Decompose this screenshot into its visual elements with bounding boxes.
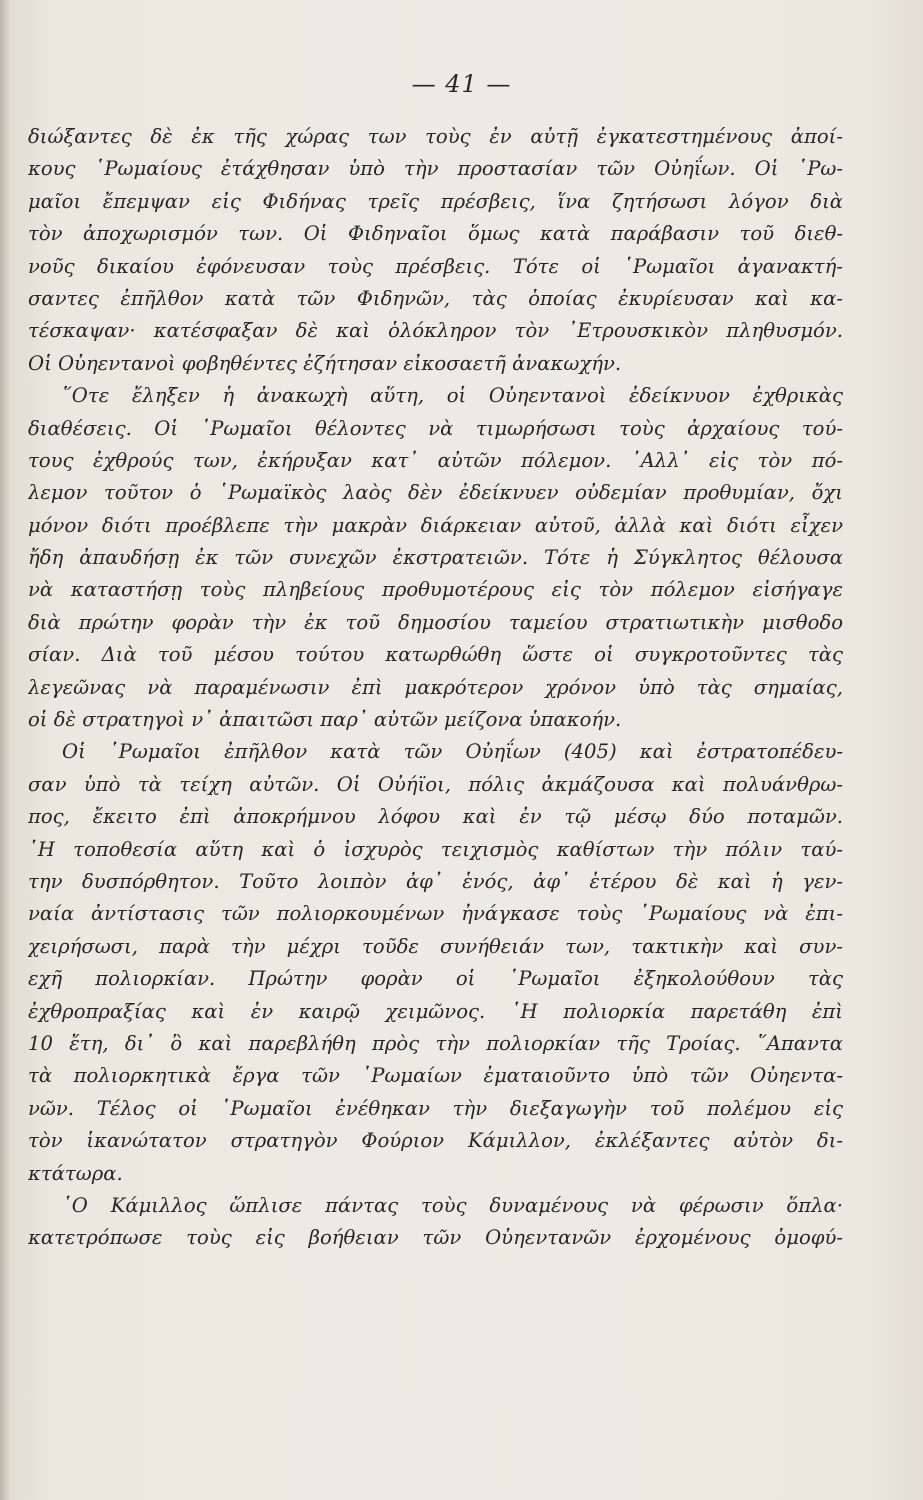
body-text [28,121,843,1255]
text-line: μόνον διότι προέβλεπε τὴν μακρὰν διάρκειαν αὐτοῦ, ἀλλὰ καὶ διότι εἶχεν [28,513,843,537]
text-line: ἤδη ἀπαυδήσῃ ἐκ τῶν συνεχῶν ἐκστρατειῶν. Τότε ἡ Σύγκλητος θέλουσα [28,546,843,570]
text-line: την δυσπόρθητον. Τοῦτο λοιπὸν ἀφ᾿ ἑνός, ἀφ᾿ ἑτέρου δὲ καὶ ἡ γεν- [28,869,843,893]
text-line: οἱ δὲ στρατηγοὶ ν᾿ ἀπαιτῶσι παρ᾿ αὐτῶν μείζονα ὑπακοήν. [28,708,622,732]
text-line: τὸν ἱκανώτατον στρατηγὸν Φούριον Κάμιλλον, ἐκλέξαντες αὐτὸν δι- [28,1129,843,1153]
text-line: χειρήσωσι, παρὰ τὴν μέχρι τοῦδε συνήθειάν των, τακτικὴν καὶ συν- [28,934,843,958]
text-line: διὰ πρώτην φορὰν τὴν ἐκ τοῦ δημοσίου ταμείου στρατιωτικὴν μισθοδο [28,610,843,634]
text-line: νῶν. Τέλος οἱ ῾Ρωμαῖοι ἐνέθηκαν τὴν διεξαγωγὴν τοῦ πολέμου εἰς [28,1096,843,1120]
text-line: κτάτωρα. [28,1161,123,1185]
text-line: σίαν. Διὰ τοῦ μέσου τούτου κατωρθώθη ὥστε οἱ συγκροτοῦντες τὰς [28,643,843,667]
page-number: — 41 — [411,70,512,98]
text-line: ναία ἀντίστασις τῶν πολιορκουμένων ἠνάγκασε τοὺς ῾Ρωμαίους νὰ ἐπι- [28,902,843,926]
text-line: λεμον τοῦτον ὁ ῾Ρωμαϊκὸς λαὸς δὲν ἐδείκνυεν οὐδεμίαν προθυμίαν, ὄχι [28,481,843,505]
text-line: σαν ὑπὸ τὰ τείχη αὐτῶν. Οἱ Οὐήϊοι, πόλις ἀκμάζουσα καὶ πολυάνθρω- [28,772,843,796]
text-line: νοῦς δικαίου ἐφόνευσαν τοὺς πρέσβεις. Τότε οἱ ῾Ρωμαῖοι ἀγανακτή- [28,254,843,278]
text-line: ῾Η τοποθεσία αὕτη καὶ ὁ ἰσχυρὸς τειχισμὸς καθίστων τὴν πόλιν ταύ- [28,837,843,861]
text-line: κους ῾Ρωμαίους ἐτάχθησαν ὑπὸ τὴν προστασίαν τῶν Οὐηΐων. Οἱ ῾Ρω- [28,157,843,181]
text-line: νὰ καταστήσῃ τοὺς πληβείους προθυμοτέρους εἰς τὸν πόλεμον εἰσήγαγε [28,578,843,602]
text-line: τὰ πολιορκητικὰ ἔργα τῶν ῾Ρωμαίων ἐματαιοῦντο ὑπὸ τῶν Οὐηεντα- [28,1064,843,1088]
text-line: ῾Ο Κάμιλλος ὥπλισε πάντας τοὺς δυναμένους νὰ φέρωσιν ὅπλα· [62,1193,843,1217]
text-line: εχῆ πολιορκίαν. Πρώτην φορὰν οἱ ῾Ρωμαῖοι ἐξηκολούθουν τὰς [28,967,843,991]
text-line: τέσκαψαν· κατέσφαξαν δὲ καὶ ὁλόκληρον τὸν ᾿Ετρουσκικὸν πληθυσμόν. [28,319,843,343]
text-line: Οἱ ῾Ρωμαῖοι ἐπῆλθον κατὰ τῶν Οὐηΐων (405) καὶ ἐστρατοπέδευ- [62,740,843,764]
text-line: τους ἐχθρούς των, ἐκήρυξαν κατ᾿ αὐτῶν πόλεμον. ᾿Αλλ᾿ εἰς τὸν πό- [28,448,843,472]
text-line: ἐχθροπραξίας καὶ ἐν καιρῷ χειμῶνος. ῾Η πολιορκία παρετάθη ἐπὶ [28,999,843,1023]
text-line: κατετρόπωσε τοὺς εἰς βοήθειαν τῶν Οὐηεντανῶν ἐρχομένους ὁμοφύ- [28,1226,843,1250]
text-line: διαθέσεις. Οἱ ῾Ρωμαῖοι θέλοντες νὰ τιμωρήσωσι τοὺς ἀρχαίους τού- [28,416,843,440]
text-line: ῞Οτε ἔληξεν ἡ ἀνακωχὴ αὕτη, οἱ Οὐηεντανοὶ ἐδείκνυον ἐχθρικὰς [62,384,843,408]
text-line: διώξαντες δὲ ἐκ τῆς χώρας των τοὺς ἐν αὐτῇ ἐγκατεστημένους ἀποί- [28,125,843,148]
text-line: σαντες ἐπῆλθον κατὰ τῶν Φιδηνῶν, τὰς ὁποίας ἐκυρίευσαν καὶ κα- [28,286,843,310]
text-line: λεγεῶνας νὰ παραμένωσιν ἐπὶ μακρότερον χρόνον ὑπὸ τὰς σημαίας, [28,675,843,699]
text-line: πος, ἔκειτο ἐπὶ ἀποκρήμνου λόφου καὶ ἐν τῷ μέσῳ δύο ποταμῶν. [28,805,843,829]
text-line: μαῖοι ἔπεμψαν εἰς Φιδήνας τρεῖς πρέσβεις, ἵνα ζητήσωσι λόγον διὰ [28,189,843,213]
text-line: τὸν ἀποχωρισμόν των. Οἱ Φιδηναῖοι ὅμως κατὰ παράβασιν τοῦ διεθ- [28,222,843,246]
text-line: 10 ἔτη, δι᾿ ὃ καὶ παρεβλήθη πρὸς τὴν πολιορκίαν τῆς Τροίας. ῞Απαντα [28,1031,843,1055]
text-line: Οἱ Οὐηεντανοὶ φοβηθέντες ἐζήτησαν εἰκοσαετῆ ἀνακωχήν. [28,351,622,375]
